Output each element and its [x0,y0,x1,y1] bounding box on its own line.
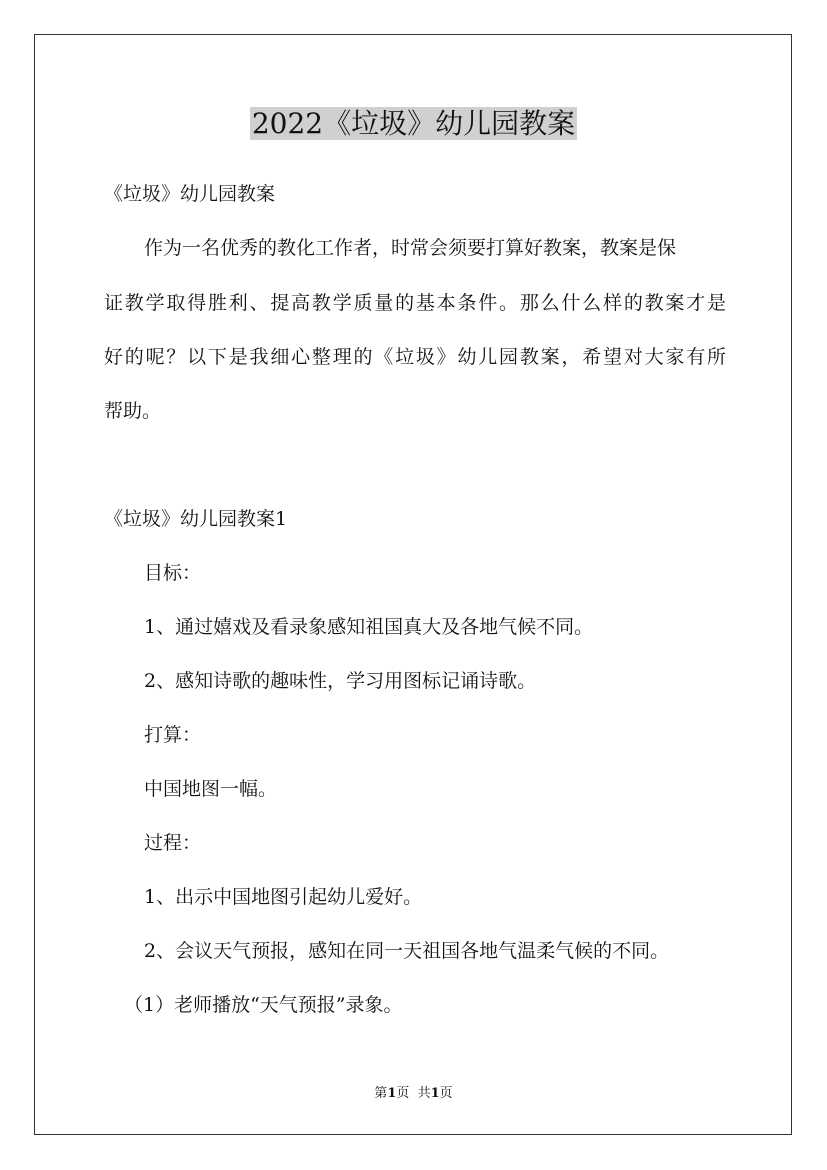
goal-item-2: 2、感知诗歌的趣味性，学习用图标记诵诗歌。 [144,670,537,692]
footer-suffix: 页 [439,1086,453,1101]
document-title-text: 2022《垃圾》幼儿园教案 [251,107,576,140]
process-label: 过程： [144,832,202,854]
goal-label: 目标： [144,562,202,584]
page-footer [0,1085,827,1103]
document-title [0,102,827,146]
footer-middle: 页 共 [396,1086,431,1101]
intro-line-1: 作为一名优秀的教化工作者，时常会须要打算好教案，教案是保 [144,237,677,259]
section-heading: 《垃圾》幼儿园教案1 [104,508,288,530]
footer-total-pages: 1 [430,1086,440,1101]
intro-line-2: 证教学取得胜利、提高教学质量的基本条件。那么什么样的教案才是 [104,292,726,314]
footer-page-number: 1 [387,1086,397,1101]
intro-line-3: 好的呢？以下是我细心整理的《垃圾》幼儿园教案，希望对大家有所 [104,346,726,368]
process-item-1: 1、出示中国地图引起幼儿爱好。 [144,886,423,908]
goal-item-1: 1、通过嬉戏及看录象感知祖国真大及各地气候不同。 [144,616,594,638]
prep-item: 中国地图一幅。 [144,778,278,800]
footer-prefix: 第 [374,1086,388,1101]
process-item-3: （1）老师播放“天气预报”录象。 [124,994,403,1016]
prep-label: 打算： [144,724,202,746]
process-item-2: 2、会议天气预报，感知在同一天祖国各地气温柔气候的不同。 [144,940,670,962]
intro-line-4: 帮助。 [104,400,162,422]
document-subtitle: 《垃圾》幼儿园教案 [104,183,276,205]
